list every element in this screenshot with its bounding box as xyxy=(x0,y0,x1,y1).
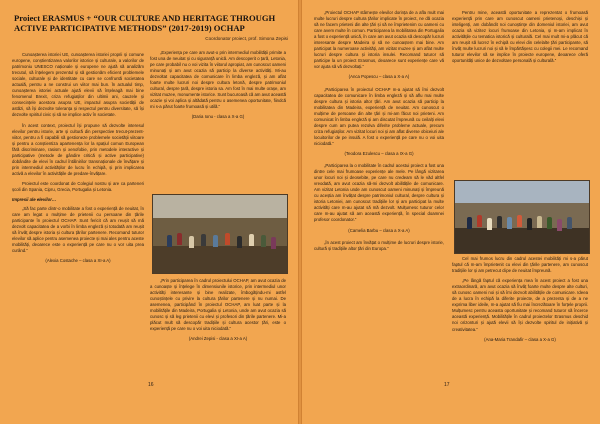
left-column-2-lower xyxy=(150,278,286,348)
testimonial-text: „Pe lângă faptul că experiența mea în acest proiect a fost una extraordinară, am avut ocazia să învăț foarte multe despre alte culturi, să cunosc oameni noi și să îmi dezvolt abilitățile de comunicare. Ideea de a lucra în echipă la diferite proiecte, de a prezenta și de a ne exprima liber ideile, m-a ajutat să fiu mai încrezătoare în forțele proprii. Mulțumesc pentru aceasta oportunitate și recomand tuturor să încerce această experiență. Mobilitățile în cadrul proiectelor Erasmus deschid noi orizonturi și ajută elevii să își dezvolte spiritul de inițiativă și creativitatea.” xyxy=(452,278,588,332)
testimonial-text: „Prin participarea în cadrul proiectului OCHAP, am avut ocazia de a cunoaște și înțelege în dimensiunile istorice, prin intermediul unor activități interesante și bine realizate, îmbogățindu-mi astfel cunoștințele cu privire la cultura țărilor partenere și nu numai. De asemenea, participând în proiectul OCHAP, am luat parte și la mobilitățile din Madeira, Portugalia și Letonia, unde am avut ocazia să cunosc și să leg prietenii cu elevi și profesori din țările partenere. Mi-a plăcut mult să descopăr tradițiile și cultura acestor țări, este o experiență pe care nu o voi uita niciodată.” xyxy=(150,278,286,332)
right-column-2-lower xyxy=(452,256,588,349)
testimonial-signature: (Camelia Barbu – clasa a X-a A) xyxy=(348,227,410,233)
testimonial-signature: (Andrei Zepisi - clasa a XI-a A) xyxy=(188,336,248,342)
context-paragraph: În acest context, proiectul își propune să dezvolte interesul elevilor pentru istorie, arte și cultură din perspective trecut-prezent-viitor, pentru a fi capabili să gestioneze problemele societății viitoare și pentru a conștientiza apartenența lor la spațiul comun European fără discriminare, rasism și xenofobie, prin metodele interactive și participative (metode de gândire critică și active participative) dobândite de elevi în cadrul întâlnirilor transnaționale de învățare și prin intermediul activităților de lucru în echipă, și prin implicarea activă a elevilor în activitățile de predare-învățare. xyxy=(12,122,144,176)
testimonial-signature: (Ana-Maria Trandafir – clasa a X-a G) xyxy=(484,336,556,342)
right-column-2 xyxy=(452,10,588,68)
left-page xyxy=(0,0,298,424)
testimonial-text: „Participarea la o mobilitate în cadrul acestui proiect a fost una dintre cele mai frumoase experiențe ale mele. Pe lângă vizitarea unor locuri noi și deosebite, pe care nu credeam să le văd altfel vreodată, am avut ocazia să-mi dezvolt abilitățile de comunicare. Am vizitat Letonia unde am cunoscut oameni minunați și împreună cu aceștia am învățat despre patrimoniul cultural, despre cultura și istoria Letoniei, am cunoscut tradițiile lor și am participat la multe activități care m-au ajutat să mă dezvolt. Mulțumesc tuturor celor care m-au ajutat să am această experiență, în special doamnei profesor coordonator.” xyxy=(314,163,444,223)
impressions-heading: Impresii ale elevilor… xyxy=(12,197,57,203)
testimonial-text: „Să fac parte dintr-o mobilitate a fost o experiență de neuitat, în care am legat o mulțime de prietenii cu persoane din țările participante în proiectul OCHAP. Sunt fericit că am reușit să mă dezvolt capacitatea de a vorbi în limba engleză și totodată am reușit să învăț despre istoria și cultura țărilor partenere. Recomand tuturor elevilor să aplice pentru asemenea proiecte și mai ales pentru aceste mobilități, deoarece este o experiență pe care nu o vor uita prea curând.” xyxy=(12,206,144,254)
page-number: 17 xyxy=(444,382,450,388)
group-photo-2 xyxy=(454,180,590,254)
testimonial-signature: (Alexia Costache – clasa a XI-a A) xyxy=(45,258,111,264)
testimonial-signature: (Daria Ionu - clasa a X-a G) xyxy=(191,114,245,120)
right-page xyxy=(302,0,600,424)
testimonial-text: „Experiența pe care am avut-o prin intermediul mobilității primite a fost una de neuitat și cu siguranță unică. Am descoperit o țară, Letonia, pe care probabil nu o voi vizita în viitorul apropiat, am cunoscut oameni minunați și am avut ocazia să particip la diverse activități. Mi-au dezvoltat capacitatea de comunicare în limba engleză, și am aflat foarte multe lucruri noi despre cultura letonă, despre patrimoniul cultural, despre țară, despre istoria sa. Am fost în mai multe orașe, am vizitat muzee, monumente istorice. Sunt bucuroasă că am avut această ocazie și voi aplica și altădată pentru o asemenea oportunitate, fiindcă mi s-a părut foarte frumoasă și utilă.” xyxy=(150,50,286,110)
left-column-1 xyxy=(12,52,144,271)
right-column-1 xyxy=(314,10,444,256)
article-title: Proiect ERASMUS + “OUR CULTURE AND HERITAGE THROUGH ACTIVE PARTICIPATIVE METHODS” (2017-2019) OCHAP xyxy=(14,13,276,33)
testimonial-text: Pentru mine, această oportunitate a reprezentat o frumoasă experiență prin care am cunoscut oameni prietenoși, deschiși și inteligenți, am dobândit noi cunoștințe din domeniul istoriei, am avut ocazia să vizitez locuri frumoase din Letonia, și m-am implicat în activitățile cu tematica istorică și culturală. Cel mai mult mi-a plăcut că am reușit să lucrez în echipă cu elevi din celelalte țări participante, să învăț multe lucruri noi și să le împărtășesc cu colegii mei. Le recomand tuturor elevilor să se implice în proiecte europene, deoarece oferă oportunități unice de dezvoltare personală și culturală.” xyxy=(452,10,588,64)
intro-paragraph: Cunoașterea istoriei UE, cunoașterea istoriei proprii și comune europene, conștientizarea valorilor istorice și culturale, a valorilor de patrimoniu UNESCO naționale și europene ne ajută să analizăm trecutul, să înțelegem prezentul și să gestionăm eficient problemele sociale, culturale și de identitate cu care se confruntă societatea actuală, pentru a ne construi un viitor mai bun. În actualul timp, cunoașterea istoriei actuale ajută elevii să înțeleagă mai bine fenomenul Brexit, criza refugiaților din ultimii ani, cauzele și consecințele acestora asupra UE, impactul asupra societății de astăzi, să își dezvolte toleranța și respectul pentru diversitate, să își dezvolte spiritul civic și să se implice activ în societate. xyxy=(12,52,144,118)
group-photo-1 xyxy=(152,194,288,274)
testimonial-text: Cel mai frumos lucru din cadrul acestei mobilități mi s-a părut faptul că m-am împrietenit cu elevi din țările partenere, am cunoscut tradițiile lor și am petrecut clipe de neuitat împreună. xyxy=(452,256,588,274)
testimonial-text: „În acest proiect am învățat o mulțime de lucruri despre istorie, cultură și tradițiile altor țări din Europa.” xyxy=(314,239,444,251)
left-column-2 xyxy=(150,50,286,127)
coordinator-line: Coordonator proiect, prof. Simona Zepisi xyxy=(205,36,288,41)
page-number: 16 xyxy=(148,382,154,388)
testimonial-signature: (Teodora Ezulescu – clasa a IX-a G) xyxy=(344,150,414,156)
testimonial-text: „Proiectul OCHAP stârnește elevilor dorința de a afla mult mai multe lucruri despre cultura țărilor implicate în proiect, ne dă ocazia să ne facem prieteni din alte țări și să ne împrietenim cu oameni cu care avem multe în comun. Participarea la mobilitatea din Portugalia a fost o experiență unică, în care am avut ocazia să descopăr lucruri interesante despre Madeira și să ne cunoaștem mai bine. Am participat la numeroase activități, am vizitat muzee și am aflat multe lucruri despre cultura și istoria insulei. Recomand tuturor să participe la un proiect Erasmus, deoarece sunt experiențe care vă vor ajuta să vă dezvoltați.” xyxy=(314,10,444,70)
partners-paragraph: Proiectul este coordonat de Colegiul nostru și are ca parteneri școli din Spania, Cipru, Grecia, Portugalia și Letonia. xyxy=(12,180,144,192)
testimonial-signature: (Anca Popescu – clasa a X-a A) xyxy=(348,74,410,80)
testimonial-text: „Participarea în proiectul OCHAP m-a ajutat să îmi dezvolt capacitatea de comunicare în limba engleză și să aflu mai multe despre cultura și istoria altor țări. Am avut ocazia să particip la mobilitatea din Madeira, experiență de neuitat. Am cunoscut o mulțime de persoane din alte țări și mi-am făcut noi prieteni. Am comunicat în limba engleză și am discutat împreună cu ceilalți elevi despre cum am putea rezolva diferite probleme actuale, precum criza refugiaților. Am vizitat locuri noi și am aflat diverse obiceiuri ale locuitorilor de pe insulă. A fost o experiență pe care nu o voi uita niciodată.” xyxy=(314,86,444,146)
